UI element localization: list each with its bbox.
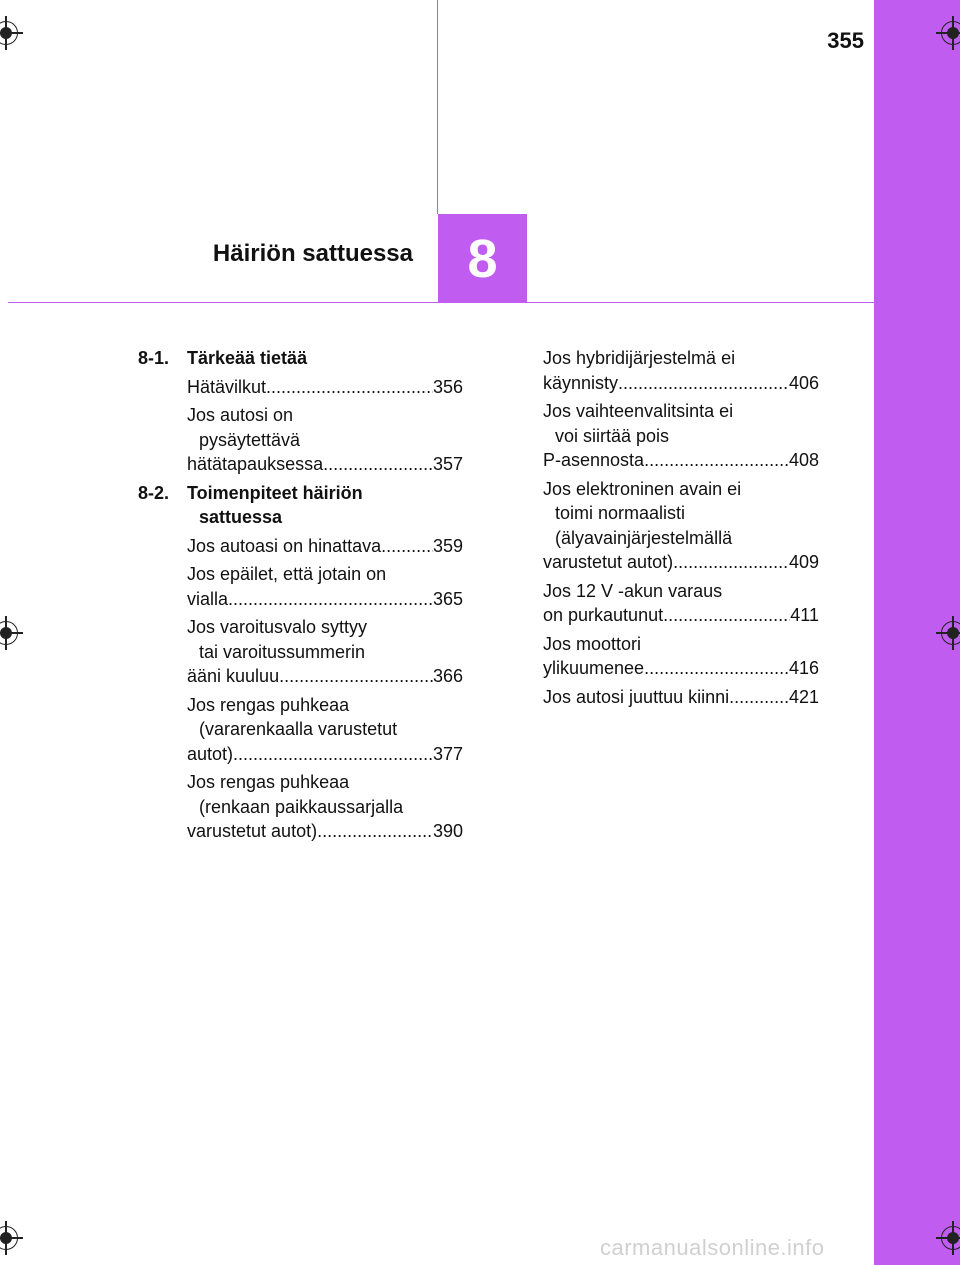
toc-entry-text: voi siirtää pois <box>555 425 670 446</box>
toc-entry-text: Hätävilkut <box>187 376 267 397</box>
toc-dot-leader <box>663 603 790 628</box>
section-title-line: Tärkeää tietää <box>187 348 308 368</box>
toc-entry-text: (vararenkaalla varustetut <box>199 719 398 739</box>
toc-entry-text: Jos epäilet, että jotain on <box>187 564 387 584</box>
section-title <box>187 346 463 371</box>
toc-entry-text: toimi normaalisti <box>555 503 686 523</box>
toc-dot-leader <box>618 371 789 396</box>
registration-mark-icon <box>0 21 18 45</box>
toc-dot-leader <box>644 448 789 473</box>
toc-dot-leader <box>266 375 433 400</box>
registration-mark-icon <box>0 1226 18 1250</box>
toc-dot-leader <box>233 742 433 767</box>
toc-entry <box>543 632 819 681</box>
toc-left-column <box>138 346 463 848</box>
toc-entry-text: tai varoitussummerin <box>199 641 366 662</box>
toc-entry-text: vialla <box>187 588 229 609</box>
toc-entry-text: Jos vaihteenvalitsinta ei <box>543 401 734 421</box>
toc-entry-row <box>187 375 463 400</box>
toc-entry-row <box>187 534 463 559</box>
toc-page-number: 406 <box>788 372 819 393</box>
toc-entry-text: (renkaan paikkaussarjalla <box>199 796 404 817</box>
toc-entry <box>187 693 463 767</box>
toc-entry-text: ylikuumenee <box>543 658 645 678</box>
toc-entry <box>187 770 463 844</box>
toc-page-number: 357 <box>432 454 463 474</box>
toc-entry-text: Jos autoasi on hinattava <box>187 535 382 556</box>
toc-entry <box>187 534 463 559</box>
registration-mark-icon <box>941 1226 960 1250</box>
toc-entry-text: on purkautunut <box>543 605 664 625</box>
toc-entry-text: Jos autosi juuttuu kiinni <box>543 686 730 707</box>
toc-entry-row <box>187 819 463 844</box>
chapter-number: 8 <box>467 228 498 289</box>
toc-entry <box>543 579 819 628</box>
toc-entry-text: P-asennosta <box>543 450 645 470</box>
header-divider-vertical <box>437 0 438 214</box>
toc-entry-text: Jos varoitusvalo syttyy <box>187 617 368 637</box>
toc-entry-row <box>187 664 463 689</box>
toc-page-number: 365 <box>432 588 463 609</box>
toc-page-number: 421 <box>788 686 819 707</box>
toc-dot-leader <box>729 685 789 710</box>
section-number: 8-1. <box>138 348 170 368</box>
toc-entry-row <box>187 452 463 477</box>
section-heading <box>138 346 463 371</box>
section-title-line: Toimenpiteet häiriön <box>187 482 363 503</box>
toc-entry-row <box>543 685 819 710</box>
toc-entry-text: autot) <box>187 743 234 764</box>
toc-entry <box>187 375 463 400</box>
toc-entry <box>543 346 819 395</box>
toc-page-number: 377 <box>432 743 463 764</box>
toc-page-number: 356 <box>432 376 463 397</box>
toc-entry-text: Jos autosi on <box>187 405 294 425</box>
toc-entry <box>543 685 819 710</box>
toc-entry-row <box>543 371 819 396</box>
toc-entry-text: Jos rengas puhkeaa <box>187 772 350 792</box>
toc-page-number: 366 <box>432 666 463 686</box>
toc-dot-leader <box>323 452 433 477</box>
chapter-title: Häiriön sattuessa <box>212 240 413 267</box>
chapter-number-box <box>438 214 527 303</box>
toc-dot-leader <box>228 587 433 612</box>
toc-page-number: 390 <box>432 821 463 841</box>
toc-entry <box>543 477 819 575</box>
registration-mark-icon <box>941 621 960 645</box>
toc-entry-text: varustetut autot) <box>543 552 674 572</box>
toc-page-number: 416 <box>788 658 819 678</box>
toc-entry-text: pysäytettävä <box>199 429 301 450</box>
toc-entry-row <box>187 742 463 767</box>
toc-page-number: 411 <box>790 605 819 625</box>
toc-entry-text: hätätapauksessa <box>187 454 324 474</box>
toc-entry <box>187 403 463 477</box>
watermark: carmanualsonline.info <box>600 1235 825 1260</box>
toc-dot-leader <box>381 534 433 559</box>
toc-dot-leader <box>644 656 789 681</box>
section-title <box>187 481 463 530</box>
toc-entry-text: varustetut autot) <box>187 821 318 841</box>
page-number: 355 <box>827 28 864 53</box>
registration-mark-icon <box>941 21 960 45</box>
toc-entry-text: Jos rengas puhkeaa <box>187 694 350 715</box>
toc-dot-leader <box>279 664 433 689</box>
toc-entry-row <box>543 550 819 575</box>
toc-entry-text: (älyavainjärjestelmällä <box>555 527 733 548</box>
toc-entry-row <box>543 603 819 628</box>
toc-entry-text: käynnisty <box>543 372 619 393</box>
toc-dot-leader <box>317 819 433 844</box>
registration-mark-icon <box>0 621 18 645</box>
toc-entry-row <box>543 656 819 681</box>
toc-page-number: 359 <box>432 535 463 556</box>
toc-right-column <box>543 346 819 713</box>
toc-entry <box>187 615 463 689</box>
toc-page-number: 409 <box>788 552 819 572</box>
toc-entry-text: ääni kuuluu <box>187 666 280 686</box>
toc-entry-text: Jos elektroninen avain ei <box>543 478 742 499</box>
toc-dot-leader <box>673 550 789 575</box>
section-heading <box>138 481 463 530</box>
section-number: 8-2. <box>138 482 170 503</box>
toc-entry-text: Jos 12 V -akun varaus <box>543 580 723 601</box>
toc-page-number: 408 <box>788 450 819 470</box>
toc-entry <box>543 399 819 473</box>
toc-entry <box>187 562 463 611</box>
toc-entry-text: Jos hybridijärjestelmä ei <box>543 348 736 368</box>
toc-entry-row <box>543 448 819 473</box>
toc-entry-text: Jos moottori <box>543 633 642 654</box>
toc-entry-row <box>187 587 463 612</box>
section-title-line: sattuessa <box>199 507 283 527</box>
